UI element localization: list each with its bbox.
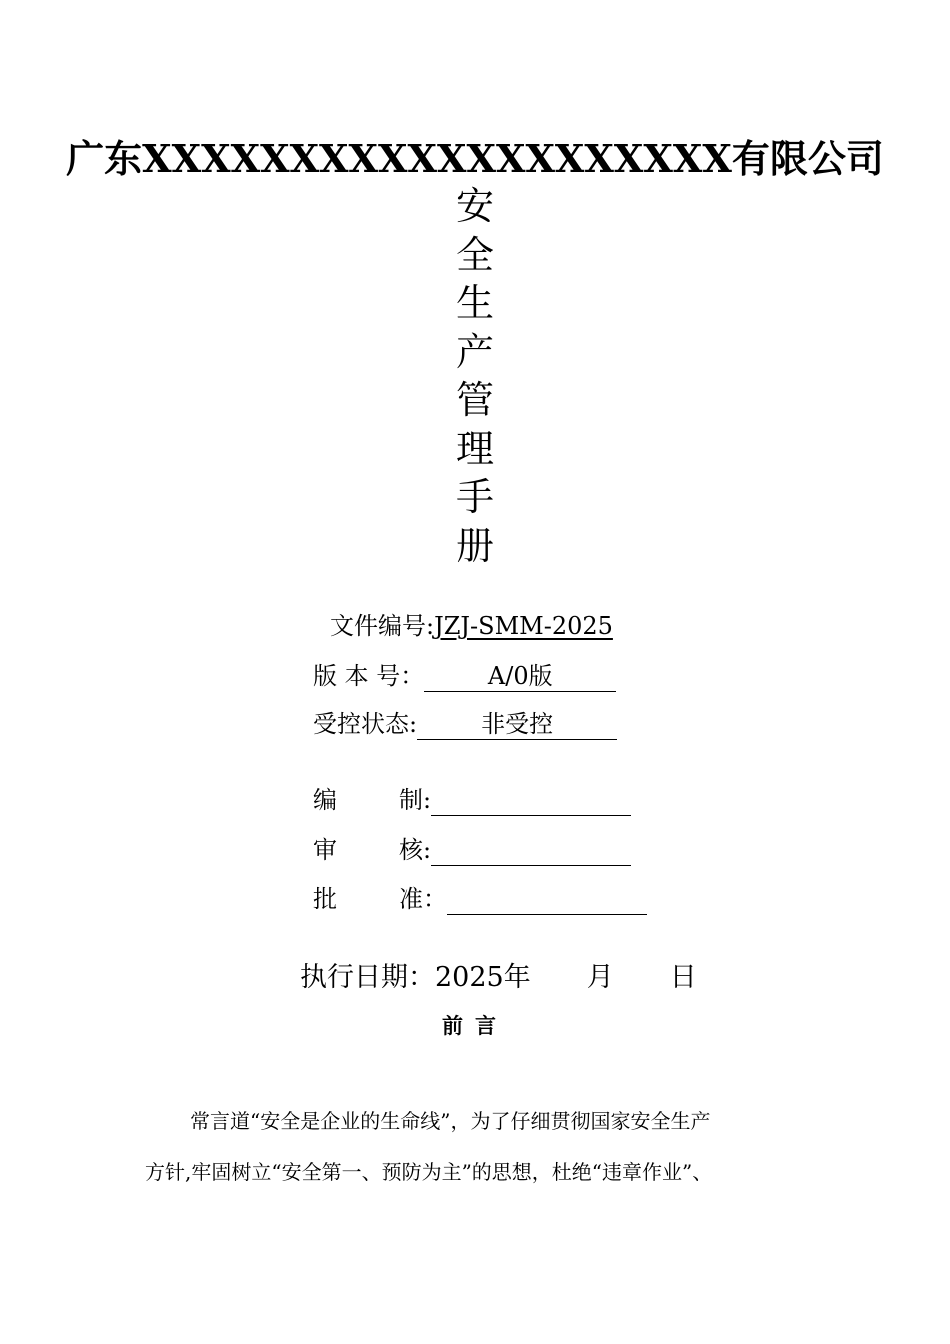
title-char: 管: [455, 378, 494, 422]
preface-heading: 前言: [442, 1013, 508, 1038]
title-char: 册: [455, 523, 494, 568]
version-value: A/0版: [424, 661, 616, 692]
approved-by-label-b: 准：: [399, 885, 447, 913]
prepared-by-field: [431, 785, 631, 816]
version-row: [313, 661, 616, 692]
execution-date-label: 执行日期：: [300, 962, 435, 993]
reviewed-by-label-a: 审: [313, 836, 337, 864]
execution-date-month: 月: [586, 962, 614, 993]
prepared-by-label-b: 制:: [399, 786, 432, 814]
control-status-value: 非受控: [417, 709, 617, 740]
preface-line: 常言道“安全是企业的生命线”，为了仔细贯彻国家安全生产: [190, 1109, 711, 1133]
file-number-row: [330, 611, 613, 641]
approved-by-field: [447, 884, 647, 915]
reviewed-by-label-b: 核:: [399, 836, 432, 864]
title-char: 全: [455, 232, 494, 277]
title-char: 生: [455, 281, 494, 325]
title-char: 手: [455, 475, 494, 519]
title-char: 安: [455, 184, 494, 228]
title-char: 产: [455, 329, 494, 374]
manual-title: [450, 182, 500, 570]
file-number-label: 文件编号:: [330, 612, 435, 640]
approved-by-label-a: 批: [313, 885, 337, 913]
title-char: 理: [455, 426, 494, 471]
control-status-row: [313, 709, 617, 740]
file-number-value: JZJ-SMM-2025: [434, 612, 613, 640]
execution-date-row: [300, 955, 697, 994]
prepared-by-row: [313, 785, 631, 816]
preface-line: 方针,牢固树立“安全第一、预防为主”的思想，杜绝“违章作业”、: [145, 1160, 713, 1184]
prepared-by-label-a: 编: [313, 786, 337, 814]
control-status-label: 受控状态:: [313, 710, 418, 738]
reviewed-by-field: [431, 835, 631, 866]
approved-by-row: [313, 884, 647, 915]
version-label: 版 本 号：: [313, 662, 425, 690]
reviewed-by-row: [313, 835, 631, 866]
execution-date-day: 日: [669, 962, 697, 993]
execution-date-year: 2025年: [435, 962, 531, 993]
company-title: 广东XXXXXXXXXXXXXXXXXXXX有限公司: [66, 136, 884, 181]
